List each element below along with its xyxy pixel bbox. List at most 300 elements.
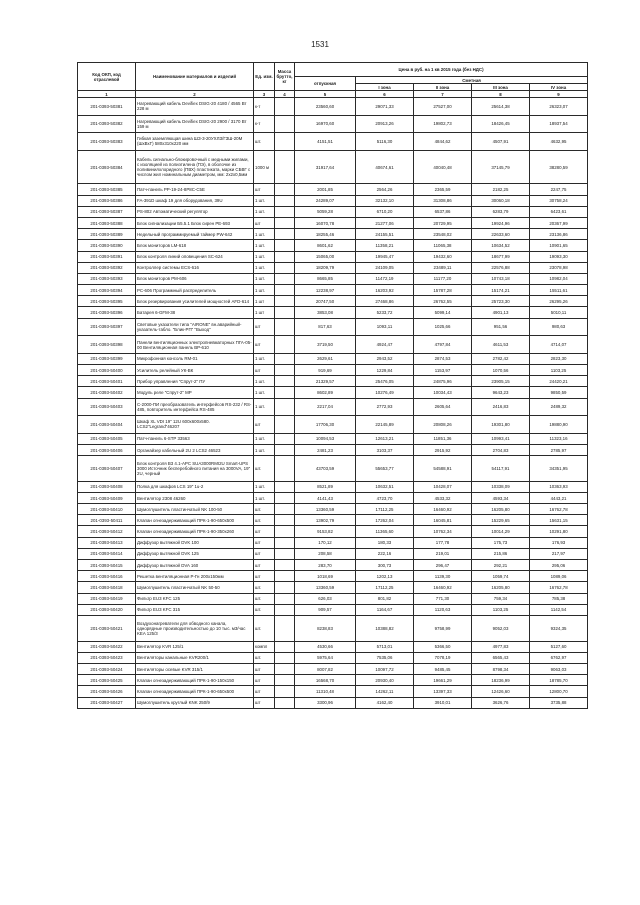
price-zone-4: 6762,97	[530, 652, 588, 663]
col-number: 2	[136, 91, 254, 98]
price-zone-1: 20930,40	[356, 675, 414, 686]
price-zone-1: 17262,04	[356, 515, 414, 526]
price-zone-4: 34351,95	[530, 456, 588, 482]
row-code: 201-0393-50425	[78, 675, 136, 686]
row-name: FA-391D шкаф 19 для оборудования, 39U	[136, 195, 254, 206]
row-mass	[275, 206, 295, 217]
price-release: 817,63	[295, 318, 356, 336]
price-zone-4: 18785,70	[530, 675, 588, 686]
header-estimate: Сметная	[356, 77, 588, 84]
table-row	[78, 184, 588, 195]
table-row	[78, 456, 588, 482]
row-mass	[275, 641, 295, 652]
price-zone-4: 785,38	[530, 593, 588, 604]
price-zone-3: 2704,83	[472, 444, 530, 455]
price-zone-2: 5099,14	[414, 307, 472, 318]
price-zone-3: 18426,45	[472, 115, 530, 133]
row-name: Вентилятор KVR 125/1	[136, 641, 254, 652]
row-mass	[275, 444, 295, 455]
price-zone-4: 3735,88	[530, 697, 588, 708]
row-code: 201-0393-50397	[78, 318, 136, 336]
price-zone-4: 4443,21	[530, 492, 588, 503]
price-release: 5059,28	[295, 206, 356, 217]
table-row	[78, 262, 588, 273]
price-release: 16070,78	[295, 217, 356, 228]
row-unit: к-т	[254, 98, 275, 116]
price-zone-4: 15511,61	[530, 285, 588, 296]
table-row	[78, 353, 588, 364]
table-row	[78, 336, 588, 354]
price-zone-3: 951,56	[472, 318, 530, 336]
price-zone-4: 18937,54	[530, 115, 588, 133]
row-mass	[275, 604, 295, 615]
price-zone-4: 20367,99	[530, 217, 588, 228]
table-row	[78, 481, 588, 492]
table-row	[78, 548, 588, 559]
price-release: 919,69	[295, 365, 356, 376]
row-name: Клапан огнезадерживающий ПРК-1-90-350х260	[136, 526, 254, 537]
table-row	[78, 195, 588, 206]
price-zone-3: 292,21	[472, 560, 530, 571]
price-zone-2: 177,78	[414, 537, 472, 548]
table-row	[78, 615, 588, 641]
table-row	[78, 444, 588, 455]
price-zone-4: 1089,06	[530, 571, 588, 582]
table-row	[78, 686, 588, 697]
price-release: 23560,60	[295, 98, 356, 116]
price-zone-1: 17112,25	[356, 504, 414, 515]
price-zone-1: 10276,49	[356, 387, 414, 398]
row-code: 201-0393-50400	[78, 365, 136, 376]
row-name: Блок резервирования усилителей мощностей AFD-614	[136, 296, 254, 307]
price-zone-2: 10762,34	[414, 526, 472, 537]
row-name: PC-606 Программный распределитель	[136, 285, 254, 296]
price-zone-2: 19802,73	[414, 115, 472, 133]
price-zone-3: 1059,74	[472, 571, 530, 582]
col-number: 9	[530, 91, 588, 98]
price-zone-1: 14262,11	[356, 686, 414, 697]
row-code: 201-0393-50398	[78, 336, 136, 354]
row-name: Блок контроля B3 4.1-APC SUA3000RMI2U Smart-UPS 3000 Источник бесперебойного питания на 3000VA, 19" 2U, черный	[136, 456, 254, 482]
price-zone-1: 25476,05	[356, 376, 414, 387]
price-zone-1: 27468,86	[356, 296, 414, 307]
header-zone-3: III зона	[472, 84, 530, 91]
row-code: 201-0393-50409	[78, 492, 136, 503]
row-code: 201-0393-50420	[78, 604, 136, 615]
row-unit: 1 шт.	[254, 251, 275, 262]
row-unit: 1 шт.	[254, 376, 275, 387]
price-zone-3: 4901,13	[472, 307, 530, 318]
price-zone-1: 10632,51	[356, 481, 414, 492]
price-zone-2: 1153,97	[414, 365, 472, 376]
table-row	[78, 504, 588, 515]
price-release: 11310,48	[295, 686, 356, 697]
row-name: Клапан огнезадерживающий ПРК-1-90-150х150	[136, 675, 254, 686]
row-code: 201-0393-50382	[78, 115, 136, 133]
price-release: 16568,70	[295, 675, 356, 686]
price-zone-3: 9643,23	[472, 387, 530, 398]
header-code: Код ОКП, код отраслевой	[78, 63, 136, 91]
price-zone-2: 20808,26	[414, 416, 472, 434]
price-zone-3: 10743,18	[472, 273, 530, 284]
table-row	[78, 217, 588, 228]
row-mass	[275, 675, 295, 686]
price-zone-1: 40674,61	[356, 150, 414, 184]
price-zone-1: 4924,47	[356, 336, 414, 354]
price-zone-3: 10014,29	[472, 526, 530, 537]
price-zone-2: 4844,62	[414, 133, 472, 151]
row-code: 201-0393-50403	[78, 398, 136, 416]
price-zone-2: 11851,36	[414, 433, 472, 444]
price-zone-2: 4797,84	[414, 336, 472, 354]
row-mass	[275, 262, 295, 273]
row-code: 201-0393-50426	[78, 686, 136, 697]
price-zone-4: 11323,16	[530, 433, 588, 444]
row-name: Клапан огнезадерживающий ПРК-1-90-650х500	[136, 686, 254, 697]
price-release: 4141,43	[295, 492, 356, 503]
price-release: 21329,57	[295, 376, 356, 387]
row-unit: 1 шт.	[254, 195, 275, 206]
price-zone-4: 9850,59	[530, 387, 588, 398]
table-body	[78, 98, 588, 709]
table-row	[78, 240, 588, 251]
row-mass	[275, 296, 295, 307]
row-unit: шт	[254, 537, 275, 548]
row-code: 201-0393-50423	[78, 652, 136, 663]
row-unit: шт	[254, 526, 275, 537]
row-mass	[275, 593, 295, 604]
price-zone-1: 10097,72	[356, 663, 414, 674]
row-mass	[275, 492, 295, 503]
row-name: Органайзер кабельный 2U 2 LCS2 46523	[136, 444, 254, 455]
price-zone-4: 217,97	[530, 548, 588, 559]
row-name: С-2000-ПИ преобразователь интерфейсов RS-232 / RS-485, повторитель интерфейса RS-485	[136, 398, 254, 416]
price-zone-1: 5233,72	[356, 307, 414, 318]
table-row	[78, 652, 588, 663]
price-zone-4: 4714,07	[530, 336, 588, 354]
table-row	[78, 376, 588, 387]
table-row	[78, 416, 588, 434]
row-unit: 1 шт.	[254, 273, 275, 284]
row-code: 201-0393-50383	[78, 133, 136, 151]
row-unit: шт.	[254, 615, 275, 641]
price-release: 626,03	[295, 593, 356, 604]
row-name: Блок контроля линий оповещения SC-624	[136, 251, 254, 262]
price-zone-4: 10291,80	[530, 526, 588, 537]
row-unit: шт	[254, 697, 275, 708]
table-row	[78, 150, 588, 184]
table-row	[78, 133, 588, 151]
row-code: 201-0393-50412	[78, 526, 136, 537]
row-mass	[275, 560, 295, 571]
price-zone-2: 20729,95	[414, 217, 472, 228]
price-zone-1: 3103,37	[356, 444, 414, 455]
row-mass	[275, 686, 295, 697]
table-row	[78, 571, 588, 582]
row-mass	[275, 240, 295, 251]
row-code: 201-0393-50416	[78, 571, 136, 582]
price-zone-2: 54588,91	[414, 456, 472, 482]
row-mass	[275, 353, 295, 364]
row-code: 201-0393-50421	[78, 615, 136, 641]
row-name: Диффузор вытяжной DVK 100	[136, 537, 254, 548]
row-name: Модуль реле "Спрут-2" МР	[136, 387, 254, 398]
price-zone-1: 222,16	[356, 548, 414, 559]
row-code: 201-0393-50388	[78, 217, 136, 228]
table-row	[78, 663, 588, 674]
price-release: 3853,08	[295, 307, 356, 318]
price-zone-3: 2416,83	[472, 398, 530, 416]
row-code: 201-0393-50396	[78, 307, 136, 318]
price-release: 8238,83	[295, 615, 356, 641]
row-code: 201-0393-50419	[78, 593, 136, 604]
header-mass: Масса брутто, кг	[275, 63, 295, 91]
row-name: Шкаф XL VDI 19" 12U 600х600х580. LCS2"Legrand"46207	[136, 416, 254, 434]
price-zone-2: 10428,07	[414, 481, 472, 492]
price-zone-3: 23905,15	[472, 376, 530, 387]
table-row	[78, 296, 588, 307]
price-zone-3: 6565,43	[472, 652, 530, 663]
price-zone-2: 1120,63	[414, 604, 472, 615]
price-zone-1: 4723,70	[356, 492, 414, 503]
price-zone-3: 215,86	[472, 548, 530, 559]
row-unit: шт	[254, 675, 275, 686]
row-unit: шт	[254, 184, 275, 195]
row-unit: 1 шт.	[254, 353, 275, 364]
row-unit: 1 шт.	[254, 492, 275, 503]
row-code: 201-0393-50381	[78, 98, 136, 116]
price-zone-4: 10363,93	[530, 481, 588, 492]
row-code: 201-0393-50389	[78, 229, 136, 240]
price-zone-1: 24109,05	[356, 262, 414, 273]
row-unit: 1000 м	[254, 150, 275, 184]
row-unit: шт	[254, 548, 275, 559]
price-zone-1: 17112,25	[356, 582, 414, 593]
row-code: 201-0393-50386	[78, 195, 136, 206]
price-zone-4: 26323,07	[530, 98, 588, 116]
row-unit: компл	[254, 641, 275, 652]
row-name: Блок мониторов PM-606	[136, 273, 254, 284]
price-zone-3: 15229,65	[472, 515, 530, 526]
price-zone-1: 2943,52	[356, 353, 414, 364]
price-release: 15065,00	[295, 251, 356, 262]
row-name: Батарея 6-GFM-38	[136, 307, 254, 318]
price-zone-3: 10993,41	[472, 433, 530, 444]
price-zone-1: 180,33	[356, 537, 414, 548]
row-code: 201-0393-50393	[78, 273, 136, 284]
row-unit: шт.	[254, 604, 275, 615]
price-zone-2: 13397,33	[414, 686, 472, 697]
price-release: 5975,64	[295, 652, 356, 663]
price-zone-3: 6283,79	[472, 206, 530, 217]
price-zone-4: 6423,61	[530, 206, 588, 217]
price-zone-4: 2823,30	[530, 353, 588, 364]
table-row	[78, 641, 588, 652]
row-code: 201-0393-50387	[78, 206, 136, 217]
row-code: 201-0393-50395	[78, 296, 136, 307]
price-zone-2: 15787,28	[414, 285, 472, 296]
row-mass	[275, 652, 295, 663]
price-zone-1: 22145,89	[356, 416, 414, 434]
price-zone-3: 4593,34	[472, 492, 530, 503]
row-name: Вентиляторы осевые KVR 315/1	[136, 663, 254, 674]
row-mass	[275, 336, 295, 354]
price-release: 8602,89	[295, 387, 356, 398]
price-zone-4: 26295,26	[530, 296, 588, 307]
table-row	[78, 697, 588, 708]
price-zone-1: 21277,06	[356, 217, 414, 228]
row-mass	[275, 318, 295, 336]
price-zone-1: 10388,82	[356, 615, 414, 641]
price-release: 13360,59	[295, 582, 356, 593]
price-release: 909,57	[295, 604, 356, 615]
row-name: Усилитель релейный УК-ВК	[136, 365, 254, 376]
row-code: 201-0393-50408	[78, 481, 136, 492]
price-release: 2481,23	[295, 444, 356, 455]
price-release: 3719,50	[295, 336, 356, 354]
row-unit: шт	[254, 560, 275, 571]
price-zone-4: 38280,59	[530, 150, 588, 184]
row-name: Нагревающий кабель Devifiex DSIG-20 2900 / 3170 Вт 159 м	[136, 115, 254, 133]
row-name: Панели вентиляционных электропневматорных ПГА-05-00 Вентиляционная панель ВР-610	[136, 336, 254, 354]
row-unit: шт	[254, 663, 275, 674]
row-mass	[275, 663, 295, 674]
row-mass	[275, 456, 295, 482]
price-zone-1: 32132,10	[356, 195, 414, 206]
col-number: 3	[254, 91, 275, 98]
row-mass	[275, 133, 295, 151]
price-zone-1: 24155,51	[356, 229, 414, 240]
price-zone-3: 25723,30	[472, 296, 530, 307]
price-zone-2: 27527,00	[414, 98, 472, 116]
header-release: отпускная	[295, 77, 356, 91]
row-code: 201-0393-50407	[78, 456, 136, 482]
price-zone-4: 2489,32	[530, 398, 588, 416]
price-zone-2: 24875,96	[414, 376, 472, 387]
row-mass	[275, 398, 295, 416]
row-unit: шт.	[254, 504, 275, 515]
price-zone-3: 15174,21	[472, 285, 530, 296]
header-zone-2: II зона	[414, 84, 472, 91]
price-zone-1: 1164,67	[356, 604, 414, 615]
row-name: Патч-панель PP-19-24-8P8C-C5E	[136, 184, 254, 195]
price-zone-2: 16460,92	[414, 504, 472, 515]
header-row-1	[78, 63, 588, 77]
row-name: Блок мониторов LM-618	[136, 240, 254, 251]
price-release: 31917,64	[295, 150, 356, 184]
price-zone-1: 1202,13	[356, 571, 414, 582]
price-zone-2: 40040,48	[414, 150, 472, 184]
page-number: 1531	[311, 40, 329, 49]
price-zone-2: 19432,60	[414, 251, 472, 262]
price-zone-3: 19301,80	[472, 416, 530, 434]
price-release: 18209,79	[295, 262, 356, 273]
table-row	[78, 593, 588, 604]
row-name: Контроллер системы ECS-616	[136, 262, 254, 273]
row-mass	[275, 115, 295, 133]
row-mass	[275, 387, 295, 398]
row-code: 201-0393-50390	[78, 240, 136, 251]
row-name: Решетка вентиляционная Р-Гн 200х150мм	[136, 571, 254, 582]
price-zone-1: 29071,33	[356, 98, 414, 116]
price-zone-4: 176,93	[530, 537, 588, 548]
price-zone-4: 15631,15	[530, 515, 588, 526]
price-zone-3: 30060,18	[472, 195, 530, 206]
price-zone-2: 23548,02	[414, 229, 472, 240]
price-zone-4: 1103,25	[530, 365, 588, 376]
price-release: 4151,51	[295, 133, 356, 151]
price-zone-3: 16205,80	[472, 582, 530, 593]
row-code: 201-0393-50384	[78, 150, 136, 184]
price-zone-4: 5127,60	[530, 641, 588, 652]
row-mass	[275, 273, 295, 284]
price-zone-4: 30758,24	[530, 195, 588, 206]
row-mass	[275, 433, 295, 444]
price-zone-1: 55653,77	[356, 456, 414, 482]
row-name: Диффузор вытяжной DVA 160	[136, 560, 254, 571]
col-number: 5	[295, 91, 356, 98]
row-code: 201-0393-50415	[78, 560, 136, 571]
table-row	[78, 115, 588, 133]
price-zone-3: 2782,42	[472, 353, 530, 364]
price-release: 8601,62	[295, 240, 356, 251]
row-name: Недельный программируемый таймер PW-642	[136, 229, 254, 240]
price-zone-3: 4611,53	[472, 336, 530, 354]
table-row	[78, 307, 588, 318]
row-code: 201-0393-50392	[78, 262, 136, 273]
row-unit: шт	[254, 336, 275, 354]
price-zone-1: 2564,26	[356, 184, 414, 195]
table-row	[78, 318, 588, 336]
row-unit: 1 шт.	[254, 262, 275, 273]
row-code: 201-0393-50391	[78, 251, 136, 262]
price-zone-3: 10634,52	[472, 240, 530, 251]
row-code: 201-0393-50424	[78, 663, 136, 674]
row-unit: шт	[254, 416, 275, 434]
price-zone-3: 175,73	[472, 537, 530, 548]
row-mass	[275, 184, 295, 195]
price-zone-4: 24420,21	[530, 376, 588, 387]
price-zone-2: 2915,92	[414, 444, 472, 455]
price-zone-2: 2605,64	[414, 398, 472, 416]
price-zone-1: 6710,20	[356, 206, 414, 217]
price-zone-2: 11065,38	[414, 240, 472, 251]
price-release: 13902,79	[295, 515, 356, 526]
price-zone-3: 18236,99	[472, 675, 530, 686]
row-unit: шт	[254, 686, 275, 697]
row-mass	[275, 582, 295, 593]
price-zone-4: 23136,86	[530, 229, 588, 240]
price-zone-2: 19661,29	[414, 675, 472, 686]
price-zone-2: 16045,81	[414, 515, 472, 526]
row-code: 201-0393-50414	[78, 548, 136, 559]
row-unit: шт.	[254, 515, 275, 526]
price-zone-2: 11177,20	[414, 273, 472, 284]
price-zone-1: 1229,84	[356, 365, 414, 376]
row-code: 201-0393-50399	[78, 353, 136, 364]
table-row	[78, 387, 588, 398]
row-name: Воздухонагреватели для обводного канала, однорядные производительностью до 10 тыс. м3/час KEA 125/3	[136, 615, 254, 641]
row-code: 201-0393-50410	[78, 504, 136, 515]
row-name: Кабель сигнально-блокировочный с медными жилами, с изоляцией из полиэтилена (ПЭ), в оболочке из поливинилхлоридного (ПВХ) пластиката, марки СБВГ с числом жил номинальным диаметром, мм: 2х2х0,5мм	[136, 150, 254, 184]
row-name: Прибор управления "Спрут-2" ПУ	[136, 376, 254, 387]
price-zone-2: 219,01	[414, 548, 472, 559]
price-zone-1: 1093,11	[356, 318, 414, 336]
row-unit: 1 шт.	[254, 206, 275, 217]
price-zone-3: 12426,60	[472, 686, 530, 697]
price-zone-2: 9485,45	[414, 663, 472, 674]
row-mass	[275, 416, 295, 434]
